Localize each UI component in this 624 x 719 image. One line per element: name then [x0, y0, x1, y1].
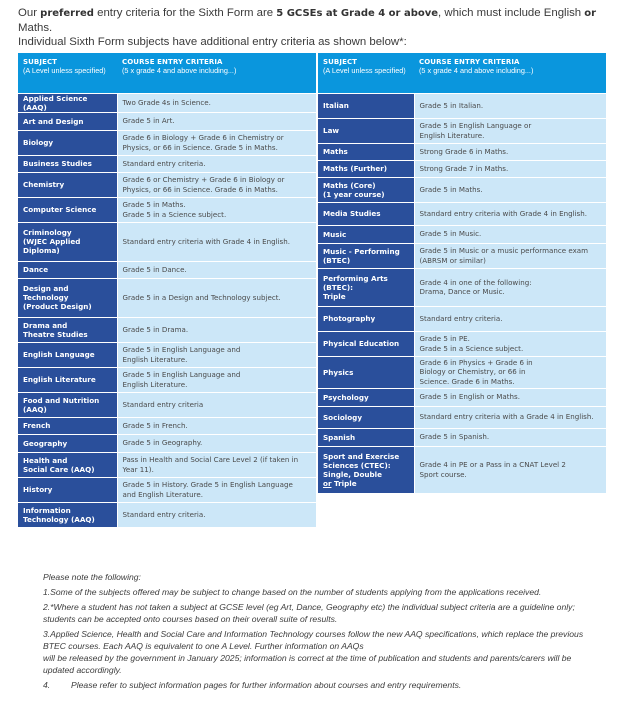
subject-cell — [318, 202, 414, 225]
criteria-cell — [414, 118, 606, 143]
subject-cell — [18, 155, 117, 172]
note-1: 1.Some of the subjects offered may be subject to change based on the number of students applying from the applications received. — [43, 587, 542, 597]
subject-name: Sociology — [323, 412, 363, 422]
notes-heading: Please note the following: — [43, 572, 141, 582]
subject-cell — [18, 477, 117, 502]
note-4: 4. Please refer to subject information pages for further information about courses and entry requirements. — [43, 680, 462, 690]
subject-cell — [18, 502, 117, 527]
emphasis-gcse-requirement: 5 GCSEs at Grade 4 or above — [276, 8, 439, 19]
entry-criteria-table-right — [318, 53, 606, 494]
table-row — [18, 130, 316, 155]
subject-cell — [318, 331, 414, 356]
subject-name: Maths — [323, 147, 348, 156]
criteria-text: Standard entry criteria. — [122, 158, 206, 168]
subject-cell — [18, 392, 117, 417]
subject-cell — [318, 388, 414, 406]
criteria-column-header: COURSE ENTRY CRITERIA (5 x grade 4 and above including...) — [117, 53, 316, 93]
criteria-text: Grade 6 or Chemistry + Grade 6 in Biology or Physics, or 66 in Science. Grade 6 in Maths. — [122, 175, 285, 194]
intro-text — [18, 6, 618, 49]
criteria-cell — [117, 392, 316, 417]
table-row — [18, 261, 316, 278]
subject-name: Food and Nutrition (AAQ) — [23, 395, 100, 414]
criteria-text: Grade 5 in Maths. Grade 5 in a Science subject. — [122, 200, 227, 219]
subject-name: Computer Science — [23, 205, 97, 214]
table-row — [318, 177, 606, 202]
criteria-cell — [117, 130, 316, 155]
criteria-text: Grade 4 in one of the following: Drama, Dance or Music. — [419, 277, 532, 296]
criteria-cell — [414, 268, 606, 306]
subject-cell — [18, 317, 117, 342]
criteria-cell — [414, 356, 606, 388]
subject-name: Maths (Further) — [323, 164, 388, 173]
table-row — [18, 392, 316, 417]
subject-cell — [318, 446, 414, 493]
emphasis-or: or — [584, 8, 597, 19]
criteria-cell — [414, 331, 606, 356]
subject-name: Physical Education — [323, 339, 400, 348]
subject-name: Geography — [23, 438, 68, 448]
table-row — [318, 143, 606, 160]
criteria-cell — [414, 202, 606, 225]
table-row — [18, 278, 316, 317]
criteria-cell — [117, 93, 316, 112]
subject-name: Health and Social Care (AAQ) — [23, 455, 95, 474]
criteria-cell — [414, 446, 606, 493]
subject-cell — [18, 261, 117, 278]
criteria-text: Standard entry criteria with a Grade 4 in English. — [419, 412, 594, 422]
table-row — [18, 93, 316, 112]
subject-cell — [18, 222, 117, 261]
subject-cell — [18, 342, 117, 367]
subject-name: Design and Technology (Product Design) — [23, 284, 92, 311]
table-row — [18, 342, 316, 367]
subject-cell — [318, 93, 414, 118]
subject-name: Biology — [23, 138, 54, 147]
criteria-text: Strong Grade 7 in Maths. — [419, 163, 509, 173]
criteria-cell — [414, 160, 606, 177]
criteria-cell — [117, 452, 316, 477]
table-row — [18, 155, 316, 172]
subject-name: French — [23, 421, 51, 430]
emphasis-preferred: preferred — [40, 8, 94, 19]
subject-name: Drama and Theatre Studies — [23, 320, 88, 339]
note-2: 2.*Where a student has not taken a subject at GCSE level (eg Art, Dance, Geography etc) the individual subject criteria are a guideline only; students can be accepted onto courses based on their overall suite of results. — [43, 602, 575, 624]
criteria-text: Grade 5 in French. — [122, 420, 188, 430]
intro-line-2: Individual Sixth Form subjects have additional entry criteria as shown below*: — [18, 36, 407, 48]
criteria-text: Standard entry criteria with Grade 4 in English. — [122, 236, 291, 246]
table-row — [18, 477, 316, 502]
criteria-text: Grade 5 in English Language and English Literature. — [122, 370, 241, 389]
subject-name: Art and Design — [23, 116, 84, 126]
table-row — [318, 446, 606, 493]
subject-cell — [318, 143, 414, 160]
criteria-text: Grade 6 in Physics + Grade 6 in Biology or Chemistry, or 66 in Science. Grade 6 in Maths. — [419, 357, 533, 386]
criteria-cell — [414, 428, 606, 446]
criteria-text: Grade 6 in Biology + Grade 6 in Chemistry or Physics, or 66 in Science. Grade 5 in Maths. — [122, 133, 284, 152]
criteria-text: Grade 5 in History. Grade 5 in English Language and English Literature. — [122, 480, 293, 499]
subject-cell — [318, 160, 414, 177]
entry-criteria-table-left — [18, 53, 316, 528]
criteria-cell — [414, 243, 606, 268]
table-row — [18, 172, 316, 197]
criteria-text: Standard entry criteria. — [419, 313, 503, 323]
subject-cell — [18, 130, 117, 155]
criteria-text: Grade 5 in English Language or English Literature. — [419, 121, 532, 140]
subject-name: Physics — [323, 367, 354, 377]
criteria-cell — [117, 155, 316, 172]
subject-cell — [18, 93, 117, 112]
criteria-cell — [414, 406, 606, 428]
subject-name: Maths (Core) (1 year course) — [323, 180, 385, 199]
table-row — [18, 417, 316, 434]
intro-line-1: Our preferred entry criteria for the Sixth Form are 5 GCSEs at Grade 4 or above, which must include English or Maths. — [18, 7, 597, 34]
subject-name: Criminology (WJEC Applied Diploma) — [23, 228, 81, 255]
criteria-cell — [414, 143, 606, 160]
subject-cell — [318, 225, 414, 243]
subject-name: Music - Performing (BTEC) — [323, 246, 400, 265]
subject-name-tail: or Triple — [323, 478, 357, 488]
criteria-text: Grade 5 in Spanish. — [419, 432, 490, 442]
criteria-cell — [117, 417, 316, 434]
subject-cell — [18, 172, 117, 197]
table-row — [18, 317, 316, 342]
criteria-cell — [117, 317, 316, 342]
table-row — [18, 112, 316, 130]
criteria-text: Standard entry criteria with Grade 4 in English. — [419, 208, 588, 218]
criteria-text: Grade 5 in Music or a music performance exam (ABRSM or similar) — [419, 246, 589, 265]
subject-name: Sport and Exercise Sciences (CTEC): Single, Double — [323, 451, 400, 479]
criteria-cell — [117, 434, 316, 452]
criteria-text: Grade 5 in Italian. — [419, 100, 484, 110]
criteria-cell — [117, 342, 316, 367]
table-row — [18, 197, 316, 222]
criteria-cell — [414, 93, 606, 118]
note-3-continued: will be released by the government in January 2025; information is correct at the time of publication and students and parents/carers will be updated accordingly. — [43, 653, 572, 675]
table-row — [318, 160, 606, 177]
criteria-text: Two Grade 4s in Science. — [122, 97, 211, 107]
subject-cell — [18, 434, 117, 452]
subject-name: Psychology — [323, 392, 369, 402]
subject-cell — [318, 306, 414, 331]
subject-name: Media Studies — [323, 209, 381, 218]
criteria-text: Grade 5 in Music. — [419, 229, 482, 239]
criteria-text: Grade 5 in Geography. — [122, 438, 203, 448]
criteria-text: Grade 5 in English or Maths. — [419, 392, 520, 402]
subject-column-header: SUBJECT (A Level unless specified) — [18, 53, 117, 93]
subject-name: Dance — [23, 265, 49, 274]
criteria-cell — [414, 225, 606, 243]
subject-cell — [318, 177, 414, 202]
table-row — [318, 118, 606, 143]
table-row — [318, 406, 606, 428]
criteria-text: Grade 5 in Maths. — [419, 184, 483, 194]
table-row — [18, 367, 316, 392]
criteria-text: Grade 5 in Dance. — [122, 264, 187, 274]
criteria-cell — [414, 388, 606, 406]
subject-name: Chemistry — [23, 180, 65, 189]
table-row — [318, 225, 606, 243]
subject-cell — [18, 367, 117, 392]
table-row — [318, 356, 606, 388]
subject-name: Spanish — [323, 432, 356, 442]
subject-cell — [318, 243, 414, 268]
criteria-cell — [117, 502, 316, 527]
subject-name: English Language — [23, 350, 95, 359]
table-row — [318, 388, 606, 406]
table-header-row — [18, 53, 316, 93]
criteria-text: Standard entry criteria — [122, 399, 204, 409]
subject-cell — [18, 112, 117, 130]
table-row — [318, 268, 606, 306]
subject-name: History — [23, 485, 53, 494]
criteria-text: Grade 5 in English Language and English Literature. — [122, 345, 241, 364]
table-row — [18, 502, 316, 527]
subject-name: Photography — [323, 314, 376, 323]
subject-cell — [18, 278, 117, 317]
subject-column-header: SUBJECT (A Level unless specified) — [318, 53, 414, 93]
subject-cell — [318, 118, 414, 143]
criteria-cell — [117, 278, 316, 317]
table-row — [318, 202, 606, 225]
criteria-column-header: COURSE ENTRY CRITERIA (5 x grade 4 and above including...) — [414, 53, 606, 93]
table-row — [318, 428, 606, 446]
table-row — [318, 93, 606, 118]
subject-name: Italian — [323, 101, 349, 110]
subject-cell — [318, 268, 414, 306]
subject-cell — [318, 428, 414, 446]
subject-cell — [318, 356, 414, 388]
subject-name: Applied Science (AAQ) — [23, 93, 88, 112]
table-row — [18, 434, 316, 452]
criteria-text: Pass in Health and Social Care Level 2 (if taken in Year 11). — [122, 455, 299, 474]
table-row — [18, 452, 316, 477]
criteria-text: Grade 4 in PE or a Pass in a CNAT Level 2 Sport course. — [419, 460, 566, 479]
subject-name: Information Technology (AAQ) — [23, 505, 95, 524]
criteria-text: Standard entry criteria. — [122, 509, 206, 519]
criteria-text: Grade 5 in PE. Grade 5 in a Science subject. — [419, 334, 524, 353]
criteria-cell — [117, 222, 316, 261]
criteria-cell — [117, 477, 316, 502]
subject-cell — [18, 197, 117, 222]
subject-cell — [318, 406, 414, 428]
table-row — [18, 222, 316, 261]
criteria-cell — [117, 367, 316, 392]
table-row — [318, 331, 606, 356]
criteria-text: Grade 5 in a Design and Technology subject. — [122, 292, 281, 302]
subject-name: Law — [323, 126, 340, 135]
table-header-row — [318, 53, 606, 93]
note-3: 3.Applied Science, Health and Social Care and Information Technology courses follow the new AAQ specifications, which replace the previous BTEC courses. Each AAQ is equivalent to one A Level. Further information on AAQs — [43, 629, 584, 651]
subject-name: English Literature — [23, 375, 96, 384]
criteria-cell — [117, 112, 316, 130]
subject-name: Music — [323, 229, 347, 239]
criteria-text: Strong Grade 6 in Maths. — [419, 146, 509, 156]
subject-name: Performing Arts (BTEC): Triple — [323, 273, 388, 301]
subject-name: Business Studies — [23, 159, 92, 168]
criteria-text: Grade 5 in Art. — [122, 116, 175, 126]
criteria-cell — [414, 306, 606, 331]
criteria-text: Grade 5 in Drama. — [122, 324, 189, 334]
subject-cell — [18, 452, 117, 477]
table-row — [318, 243, 606, 268]
criteria-cell — [117, 261, 316, 278]
criteria-cell — [117, 197, 316, 222]
notes-section — [43, 571, 603, 691]
criteria-cell — [414, 177, 606, 202]
criteria-cell — [117, 172, 316, 197]
table-row — [318, 306, 606, 331]
subject-cell — [18, 417, 117, 434]
